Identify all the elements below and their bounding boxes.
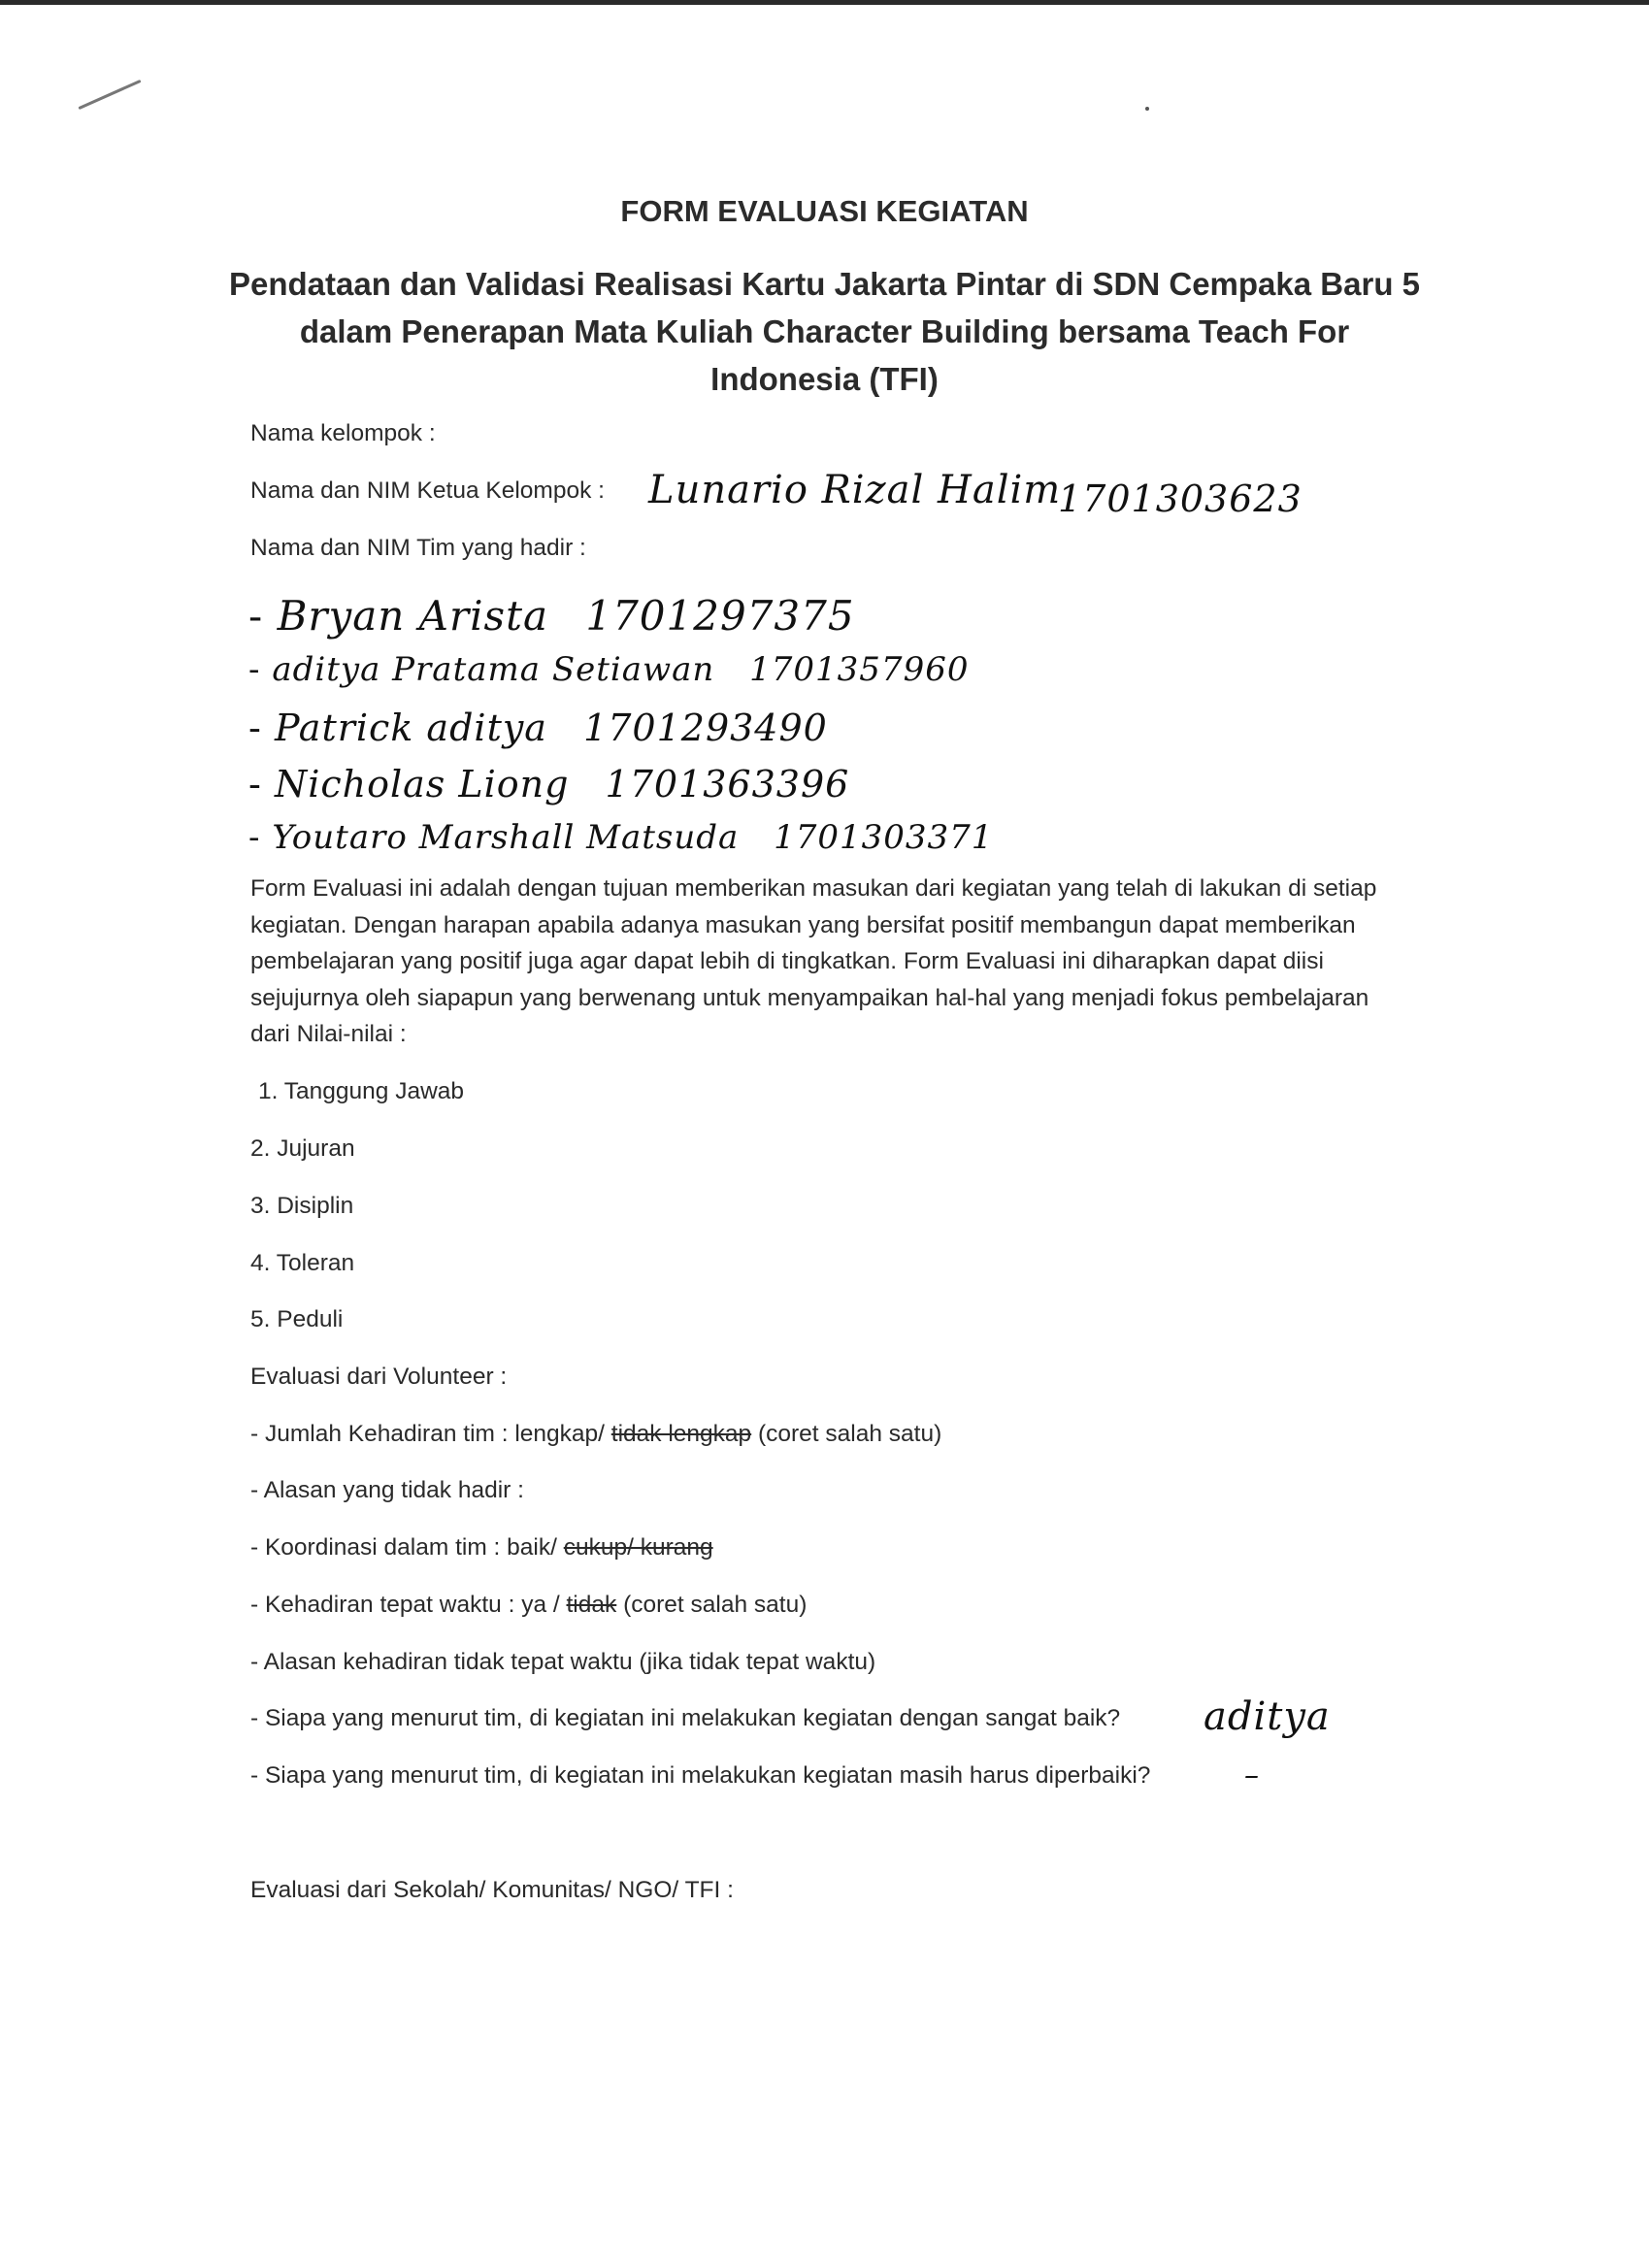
- member-nim: 1701363396: [605, 763, 850, 805]
- attendance-struck-option: tidak lengkap: [610, 1421, 752, 1447]
- best-question: - Siapa yang menurut tim, di kegiatan ini melakukan kegiatan dengan sangat baik?: [250, 1705, 1121, 1731]
- coordination-struck-options: cukup/ kurang: [563, 1534, 713, 1561]
- scan-speck: [1145, 107, 1149, 111]
- leader-nim-handwritten: 1701303623: [1058, 477, 1303, 520]
- coordination-prefix: - Koordinasi dalam tim : baik/: [250, 1534, 564, 1561]
- value-item: 3. Disiplin: [250, 1193, 354, 1219]
- member-name: Youtaro Marshall Matsuda: [272, 818, 740, 857]
- list-dash: -: [248, 818, 261, 857]
- list-dash: -: [248, 707, 262, 749]
- improve-answer-handwritten: –: [1244, 1759, 1260, 1792]
- member-name: Nicholas Liong: [274, 763, 570, 805]
- intro-paragraph: Form Evaluasi ini adalah dengan tujuan memberikan masukan dari kegiatan yang telah di lakukan di setiap kegiatan. Dengan harapan apabila adanya masukan yang bersifat positif membangun dapat memberikan pembelajaran yang positif juga agar dapat lebih di tingkatkan. Form Evaluasi ini diharapkan dapat diisi sejujurnya oleh siapapun yang berwenang untuk menyampaikan hal-hal yang menjadi fokus pembelajaran dari Nilai-nilai :: [250, 875, 1377, 1047]
- leader-label: Nama dan NIM Ketua Kelompok :: [250, 477, 605, 504]
- subtitle-line: Pendataan dan Validasi Realisasi Kartu Jakarta Pintar di SDN Cempaka Baru 5: [229, 266, 1420, 302]
- punctuality-suffix: (coret salah satu): [616, 1592, 808, 1618]
- member-nim: 1701357960: [749, 650, 970, 689]
- list-dash: -: [248, 650, 261, 689]
- staple-mark: [78, 80, 141, 110]
- school-eval-heading: Evaluasi dari Sekolah/ Komunitas/ NGO/ TFI :: [250, 1877, 734, 1903]
- form-subtitle: [0, 260, 1649, 403]
- punctuality-row: [250, 1592, 807, 1619]
- leader-name-handwritten: Lunario Rizal Halim: [648, 468, 1062, 512]
- value-item: 2. Jujuran: [250, 1135, 355, 1162]
- coordination-row: [250, 1534, 713, 1561]
- improve-question: - Siapa yang menurut tim, di kegiatan ini melakukan kegiatan masih harus diperbaiki?: [250, 1762, 1151, 1789]
- team-member: [248, 592, 855, 640]
- subtitle-line: Indonesia (TFI): [710, 361, 939, 397]
- member-nim: 1701297375: [585, 592, 855, 640]
- member-name: Bryan Arista: [277, 592, 548, 640]
- team-member: [248, 707, 828, 749]
- team-member: [248, 650, 969, 689]
- member-nim: 1701293490: [583, 707, 828, 749]
- attendance-suffix: (coret salah satu): [751, 1421, 942, 1447]
- group-name-label: Nama kelompok :: [250, 420, 436, 446]
- member-name: aditya Pratama Setiawan: [272, 650, 715, 689]
- list-dash: -: [248, 763, 262, 805]
- value-item: 4. Toleran: [250, 1250, 355, 1276]
- team-label: Nama dan NIM Tim yang hadir :: [250, 535, 586, 561]
- late-reason-row: - Alasan kehadiran tidak tepat waktu (jika tidak tepat waktu): [250, 1649, 876, 1675]
- attendance-prefix: - Jumlah Kehadiran tim : lengkap/: [250, 1421, 611, 1447]
- subtitle-line: dalam Penerapan Mata Kuliah Character Building bersama Teach For: [299, 313, 1350, 349]
- value-item: 1. Tanggung Jawab: [258, 1078, 465, 1104]
- value-item: 5. Peduli: [250, 1306, 344, 1332]
- list-dash: -: [248, 592, 264, 640]
- best-answer-handwritten: aditya: [1204, 1694, 1331, 1739]
- member-name: Patrick aditya: [274, 707, 547, 749]
- volunteer-eval-heading: Evaluasi dari Volunteer :: [250, 1364, 508, 1390]
- punctuality-prefix: - Kehadiran tepat waktu : ya /: [250, 1592, 567, 1618]
- absence-reason-row: - Alasan yang tidak hadir :: [250, 1477, 524, 1503]
- attendance-row: [250, 1421, 941, 1448]
- punctuality-struck-option: tidak: [566, 1592, 617, 1618]
- team-member: [248, 818, 993, 857]
- scan-top-edge: [0, 0, 1649, 5]
- form-title: FORM EVALUASI KEGIATAN: [620, 194, 1029, 228]
- member-nim: 1701303371: [774, 818, 994, 857]
- team-member: [248, 763, 849, 805]
